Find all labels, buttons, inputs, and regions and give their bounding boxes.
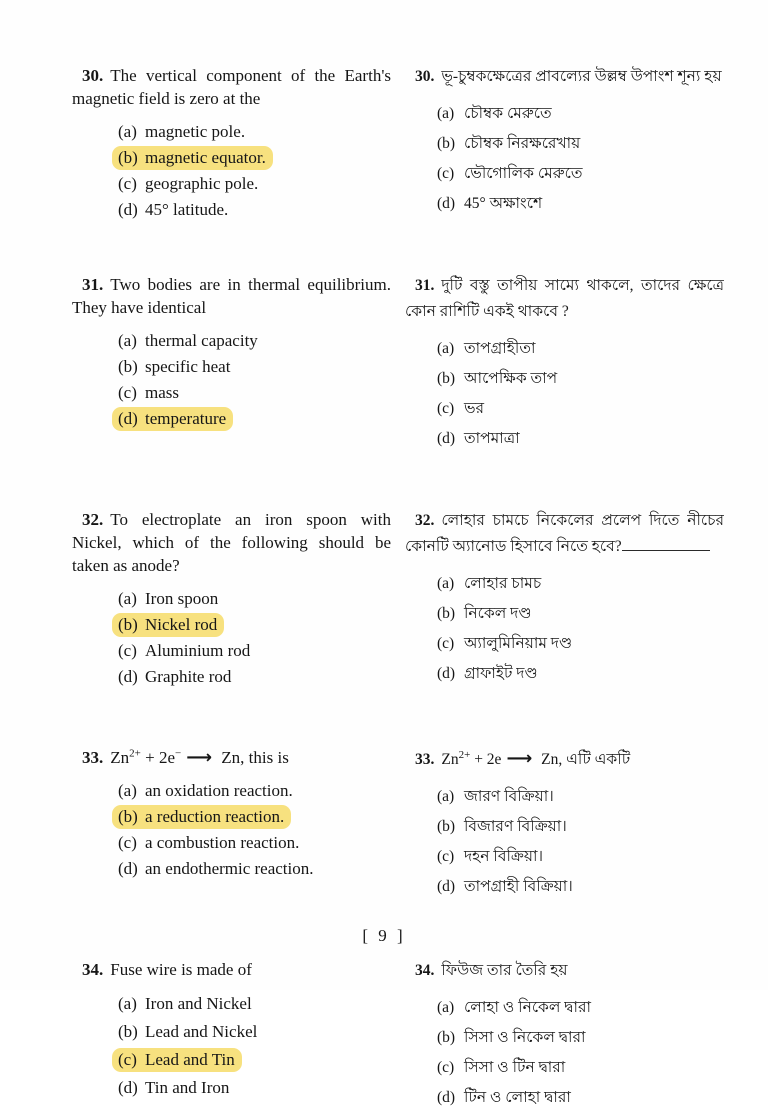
option-text: ভর: [464, 400, 485, 417]
option-label: (d): [437, 430, 456, 447]
option-text: অ্যালুমিনিয়াম দণ্ড: [464, 635, 573, 652]
question-number: 34.: [415, 962, 435, 979]
question-32-bengali: [405, 508, 724, 690]
question-number: 31.: [82, 275, 104, 294]
question-number: 33.: [415, 751, 435, 768]
option-label: (d): [118, 1078, 138, 1097]
option-text: টিন ও লোহা দ্বারা: [464, 1089, 571, 1106]
option-text: ভৌগোলিক মেরুতে: [464, 165, 583, 182]
option-label: (b): [118, 807, 138, 826]
option-label: (b): [118, 615, 138, 634]
option-line: [118, 354, 391, 379]
option-line: [118, 380, 391, 405]
option-text: জারণ বিক্রিয়া।: [464, 788, 554, 805]
options-list: [437, 569, 724, 688]
option-text: তাপগ্রাহীতা: [464, 340, 536, 357]
option-label: (d): [437, 195, 456, 212]
option-line: [118, 1074, 391, 1101]
question-33-bengali: [405, 746, 724, 902]
option-label: (b): [437, 135, 456, 152]
option-line: [437, 782, 724, 811]
option-line: [437, 364, 724, 393]
option-text: an oxidation reaction.: [145, 781, 293, 800]
option-label: (a): [437, 575, 455, 592]
option-line: [118, 612, 391, 637]
option-line: [118, 778, 391, 803]
question-text: [405, 746, 724, 773]
option-label: (a): [118, 781, 137, 800]
option-label: (a): [118, 122, 137, 141]
question-text: 31. Two bodies are in thermal equilibrium. They have identical: [72, 275, 391, 317]
question-number: 33.: [82, 748, 104, 767]
option-text: সিসা ও নিকেল দ্বারা: [464, 1029, 586, 1046]
question-text: 30. ভূ-চুম্বকক্ষেত্রের প্রাবল্যের উল্লম্ব উপাংশ শূন্য হয়: [415, 68, 722, 85]
question-number: 30.: [415, 68, 435, 85]
option-label: (d): [437, 1089, 456, 1106]
options-list: [437, 782, 724, 901]
question-31-bengali: [405, 273, 724, 454]
option-line: [437, 629, 724, 658]
chemical-equation: $Zn^{2+} + 2e$ ⟶ Zn, এটি একটি: [441, 748, 631, 769]
option-text: Tin and Iron: [145, 1078, 230, 1097]
question-text: 31. দুটি বস্তু তাপীয় সাম্যে থাকলে, তাদের ক্ষেত্রে কোন রাশিটি একই থাকবে ?: [405, 277, 724, 320]
option-label: (c): [118, 383, 137, 402]
option-label: (c): [118, 174, 137, 193]
option-line: [437, 334, 724, 363]
option-line: [437, 159, 724, 188]
option-text: 45° latitude.: [145, 200, 229, 219]
options-list: [437, 99, 724, 218]
option-line: [118, 830, 391, 855]
question-row-34: [72, 958, 724, 1113]
question-row-31: [72, 273, 724, 454]
highlight-mark: [112, 146, 273, 170]
question-row-32: [72, 508, 724, 690]
option-line: [118, 664, 391, 689]
option-label: (d): [437, 665, 456, 682]
option-text: a combustion reaction.: [145, 833, 300, 852]
option-text: নিকেল দণ্ড: [464, 605, 532, 622]
question-number: 32.: [82, 510, 104, 529]
option-line: [118, 145, 391, 170]
option-label: (a): [437, 105, 455, 122]
options-list: [118, 119, 391, 222]
question-text: 34. Fuse wire is made of: [82, 960, 252, 979]
option-line: [118, 990, 391, 1017]
option-line: [437, 872, 724, 901]
question-text: 34. ফিউজ তার তৈরি হয়: [415, 962, 568, 979]
option-text: magnetic pole.: [145, 122, 246, 141]
option-label: (b): [437, 818, 456, 835]
question-30-bengali: [405, 64, 724, 223]
options-list: [437, 334, 724, 453]
highlight-mark: [112, 805, 291, 829]
option-text: mass: [145, 383, 179, 402]
option-line: [437, 394, 724, 423]
option-text: a reduction reaction.: [145, 807, 285, 826]
option-line: [118, 119, 391, 144]
question-row-30: [72, 64, 724, 223]
option-line: [437, 99, 724, 128]
option-label: (b): [437, 605, 456, 622]
options-list: [437, 993, 724, 1112]
options-list: [118, 990, 391, 1101]
option-label: (d): [437, 878, 456, 895]
option-text: Graphite rod: [145, 667, 232, 686]
option-text: চৌম্বক মেরুতে: [464, 105, 552, 122]
option-line: [437, 1023, 724, 1052]
option-label: (b): [437, 1029, 456, 1046]
option-text: Aluminium rod: [145, 641, 251, 660]
option-line: [437, 659, 724, 688]
option-label: (c): [118, 641, 137, 660]
option-line: [118, 856, 391, 881]
question-text: [72, 746, 391, 769]
option-line: [437, 424, 724, 453]
question-34-english: [72, 958, 391, 1113]
question-number: 34.: [82, 960, 104, 979]
option-label: (a): [437, 340, 455, 357]
option-label: (d): [118, 200, 138, 219]
options-list: [118, 328, 391, 431]
question-number: 32.: [415, 512, 435, 529]
option-label: (c): [437, 1059, 455, 1076]
option-label: (c): [437, 400, 455, 417]
highlight-mark: [112, 1048, 242, 1072]
question-33-english: [72, 746, 391, 902]
page-number: [ 9 ]: [362, 926, 406, 945]
option-line: [437, 569, 724, 598]
option-label: (a): [437, 788, 455, 805]
question-number: 30.: [82, 66, 104, 85]
option-text: Nickel rod: [145, 615, 218, 634]
option-label: (d): [118, 667, 138, 686]
question-31-english: [72, 273, 391, 454]
question-text: 32. To electroplate an iron spoon with Nickel, which of the following should be taken as anode?: [72, 510, 391, 575]
option-text: তাপগ্রাহী বিক্রিয়া।: [464, 878, 573, 895]
option-line: [118, 638, 391, 663]
option-line: [118, 197, 391, 222]
option-line: [437, 599, 724, 628]
question-row-33: [72, 746, 724, 902]
option-line: [118, 1046, 391, 1073]
question-34-bengali: [405, 958, 724, 1113]
option-text: Lead and Nickel: [145, 1022, 258, 1041]
option-label: (b): [118, 357, 138, 376]
option-label: (c): [437, 635, 455, 652]
chemical-equation: $Zn^{2+} + 2e^-$ ⟶ Zn, this is: [110, 747, 289, 768]
option-text: temperature: [145, 409, 227, 428]
option-line: [437, 812, 724, 841]
option-label: (c): [437, 848, 455, 865]
option-line: [118, 586, 391, 611]
options-list: [118, 778, 391, 881]
option-text: লোহার চামচ: [464, 575, 542, 592]
option-text: আপেক্ষিক তাপ: [464, 370, 558, 387]
question-text: 32. লোহার চামচে নিকেলের প্রলেপ দিতে নীচের কোনটি অ্যানোড হিসাবে নিতে হবে?: [405, 512, 724, 555]
option-text: thermal capacity: [145, 331, 258, 350]
option-line: [437, 1053, 724, 1082]
option-line: [118, 1018, 391, 1045]
option-text: 45° অক্ষাংশে: [464, 195, 543, 212]
highlight-mark: [112, 407, 233, 431]
option-text: Iron spoon: [145, 589, 219, 608]
option-label: (c): [118, 833, 137, 852]
option-line: [437, 189, 724, 218]
option-text: Lead and Tin: [145, 1050, 235, 1069]
long-arrow-icon: ⟶: [186, 747, 213, 768]
option-label: (b): [437, 370, 456, 387]
option-text: লোহা ও নিকেল দ্বারা: [464, 999, 592, 1016]
option-label: (b): [118, 1022, 138, 1041]
option-label: (c): [118, 1050, 137, 1069]
option-label: (a): [118, 331, 137, 350]
option-line: [118, 328, 391, 353]
question-text: 30. The vertical component of the Earth's magnetic field is zero at the: [72, 66, 391, 108]
options-list: [118, 586, 391, 689]
option-label: (a): [118, 994, 137, 1013]
option-line: [437, 1083, 724, 1112]
option-text: গ্রাফাইট দণ্ড: [464, 665, 538, 682]
option-text: সিসা ও টিন দ্বারা: [464, 1059, 566, 1076]
option-text: দহন বিক্রিয়া।: [464, 848, 544, 865]
option-label: (b): [118, 148, 138, 167]
option-line: [118, 406, 391, 431]
question-number: 31.: [415, 277, 435, 294]
option-text: specific heat: [145, 357, 231, 376]
highlight-mark: [112, 613, 224, 637]
option-text: তাপমাত্রা: [464, 430, 520, 447]
option-text: বিজারণ বিক্রিয়া।: [464, 818, 567, 835]
option-label: (d): [118, 859, 138, 878]
option-label: (a): [118, 589, 137, 608]
scan-stray-line: [622, 546, 710, 551]
option-line: [437, 129, 724, 158]
question-32-english: [72, 508, 391, 690]
option-text: চৌম্বক নিরক্ষরেখায়: [464, 135, 581, 152]
option-line: [437, 993, 724, 1022]
question-30-english: [72, 64, 391, 223]
option-label: (d): [118, 409, 138, 428]
option-text: an endothermic reaction.: [145, 859, 314, 878]
option-line: [118, 804, 391, 829]
option-line: [118, 171, 391, 196]
option-line: [437, 842, 724, 871]
option-label: (c): [437, 165, 455, 182]
option-text: geographic pole.: [145, 174, 259, 193]
option-label: (a): [437, 999, 455, 1016]
option-text: magnetic equator.: [145, 148, 266, 167]
option-text: Iron and Nickel: [145, 994, 252, 1013]
long-arrow-icon: ⟶: [506, 748, 533, 769]
